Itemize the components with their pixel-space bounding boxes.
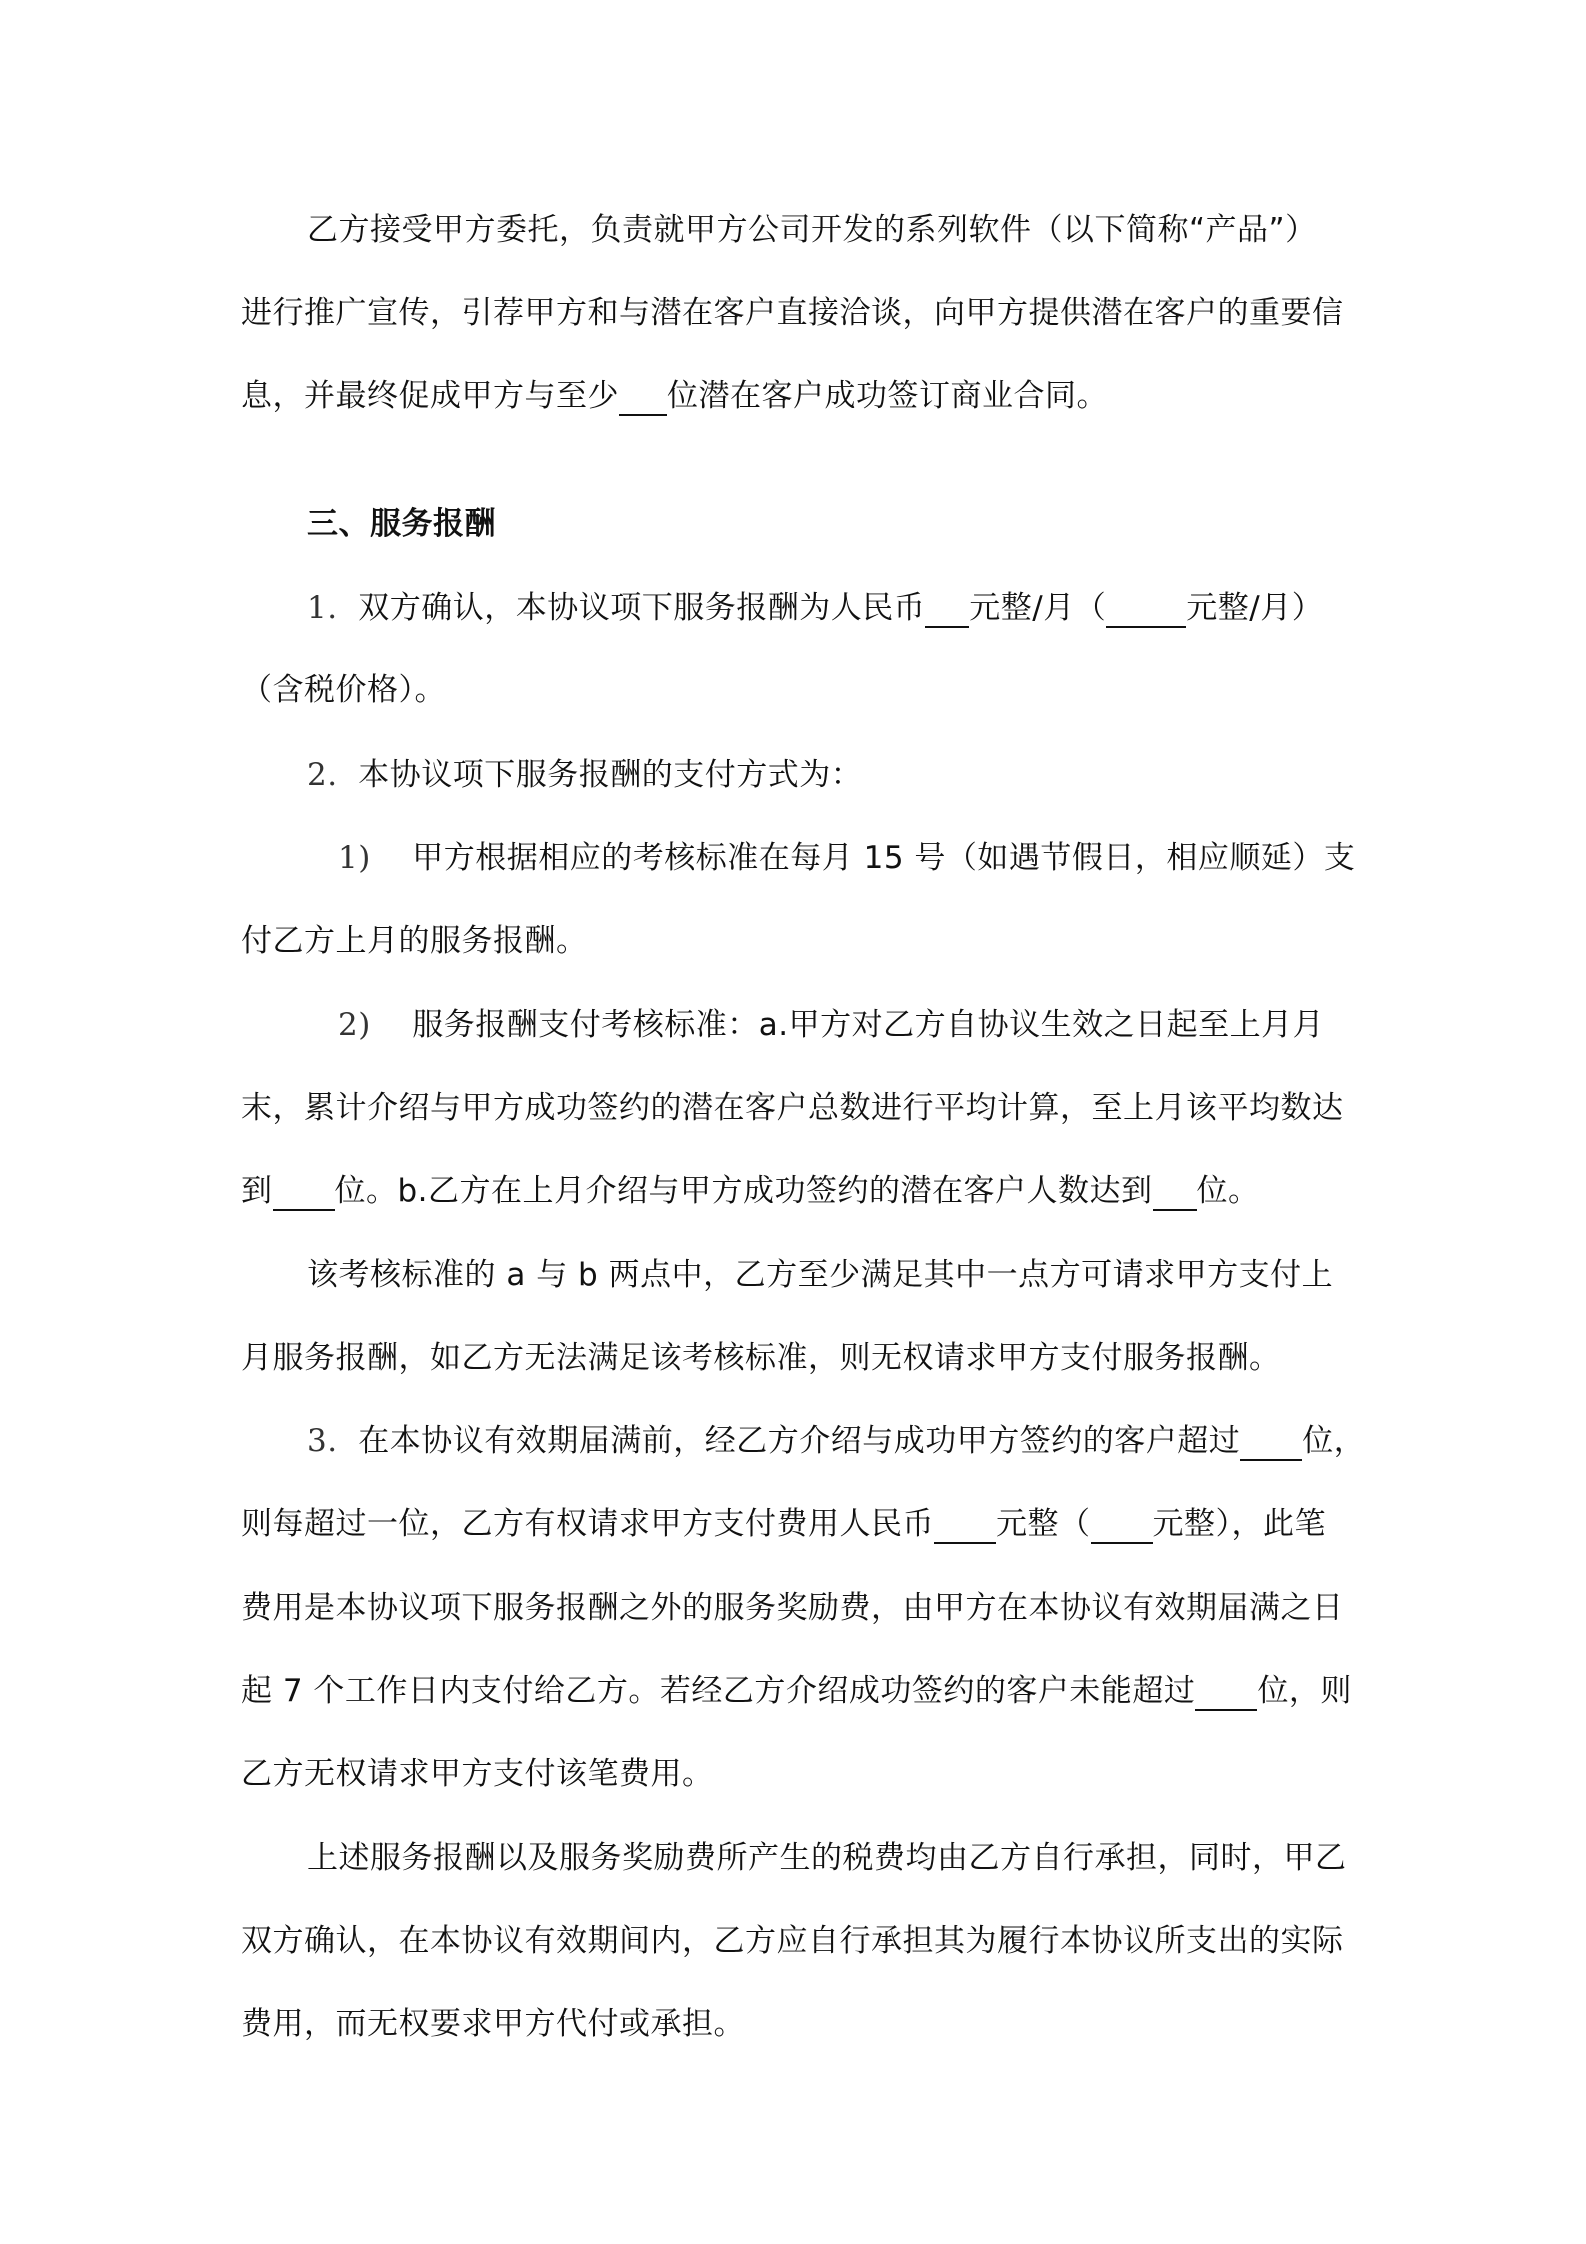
text-segment: 甲方根据相应的考核标准在每月 15 号（如遇节假日，相应顺延）支 — [412, 840, 1356, 876]
fill-in-blank — [1195, 1675, 1257, 1711]
paragraph-line: 进行推广宣传，引荐甲方和与潜在客户直接洽谈，向甲方提供潜在客户的重要信 — [241, 295, 1344, 331]
fill-in-blank — [273, 1175, 335, 1211]
text-segment: 位。b.乙方在上月介绍与甲方成功签约的潜在客户人数达到 — [334, 1173, 1153, 1209]
sub-item — [338, 1005, 1324, 1045]
text-segment: 双方确认，本协议项下服务报酬为人民币 — [358, 590, 926, 626]
fill-in-blank — [619, 380, 667, 416]
list-item — [307, 1421, 1365, 1461]
text-segment: 元整（ — [996, 1506, 1091, 1542]
paragraph-line: 费用是本协议项下服务报酬之外的服务奖励费，由甲方在本协议有效期届满之日 — [241, 1590, 1344, 1626]
text-segment: 元整/月（ — [969, 590, 1107, 626]
text-segment: 在本协议有效期届满前，经乙方介绍与成功甲方签约的客户超过 — [358, 1423, 1241, 1459]
paragraph-line: 末，累计介绍与甲方成功签约的潜在客户总数进行平均计算，至上月该平均数达 — [241, 1090, 1344, 1126]
paragraph-line — [241, 1504, 1326, 1544]
text-segment: 位，则 — [1257, 1673, 1352, 1709]
paragraph-line: 费用，而无权要求甲方代付或承担。 — [241, 2006, 745, 2042]
fill-in-blank — [925, 592, 969, 628]
paragraph-line: 付乙方上月的服务报酬。 — [241, 923, 588, 959]
item-number: 1. — [307, 590, 338, 626]
paragraph-line: 上述服务报酬以及服务奖励费所产生的税费均由乙方自行承担，同时，甲乙 — [307, 1840, 1347, 1876]
text-segment: 本协议项下服务报酬的支付方式为： — [358, 757, 863, 793]
paragraph-line — [241, 1671, 1352, 1711]
text-segment: 位潜在客户成功签订商业合同。 — [667, 378, 1108, 414]
paragraph-line: 该考核标准的 a 与 b 两点中，乙方至少满足其中一点方可请求甲方支付上 — [307, 1257, 1334, 1293]
text-segment: 到 — [241, 1173, 273, 1209]
paragraph-line: 乙方接受甲方委托，负责就甲方公司开发的系列软件（以下简称“产品”） — [307, 212, 1317, 248]
paragraph-line: 月服务报酬，如乙方无法满足该考核标准，则无权请求甲方支付服务报酬。 — [241, 1340, 1281, 1376]
item-number: 2. — [307, 757, 338, 793]
fill-in-blank — [1091, 1508, 1153, 1544]
text-segment: 则每超过一位，乙方有权请求甲方支付费用人民币 — [241, 1506, 934, 1542]
paragraph-line: （含税价格）。 — [241, 672, 446, 708]
list-item — [307, 755, 862, 795]
text-segment: 服务报酬支付考核标准：a.甲方对乙方自协议生效之日起至上月月 — [412, 1007, 1325, 1043]
text-segment: 元整），此笔 — [1152, 1506, 1326, 1542]
fill-in-blank — [1153, 1175, 1197, 1211]
paragraph-line: 乙方无权请求甲方支付该笔费用。 — [241, 1756, 714, 1792]
text-segment: 位。 — [1196, 1173, 1260, 1209]
fill-in-blank — [1240, 1425, 1302, 1461]
paragraph-line — [241, 376, 1108, 416]
sub-item — [338, 838, 1355, 878]
text-segment: 息，并最终促成甲方与至少 — [241, 378, 619, 414]
fill-in-blank — [934, 1508, 996, 1544]
fill-in-blank — [1106, 592, 1186, 628]
sub-item-number: 2) — [338, 1007, 371, 1043]
list-item — [307, 588, 1323, 628]
sub-item-number: 1) — [338, 840, 371, 876]
paragraph-line: 双方确认，在本协议有效期间内，乙方应自行承担其为履行本协议所支出的实际 — [241, 1923, 1344, 1959]
text-segment: 起 7 个工作日内支付给乙方。若经乙方介绍成功签约的客户未能超过 — [241, 1673, 1196, 1709]
text-segment: 位， — [1302, 1423, 1366, 1459]
section-heading: 三、服务报酬 — [307, 506, 496, 542]
item-number: 3. — [307, 1423, 338, 1459]
text-segment: 元整/月） — [1186, 590, 1324, 626]
paragraph-line — [241, 1171, 1260, 1211]
